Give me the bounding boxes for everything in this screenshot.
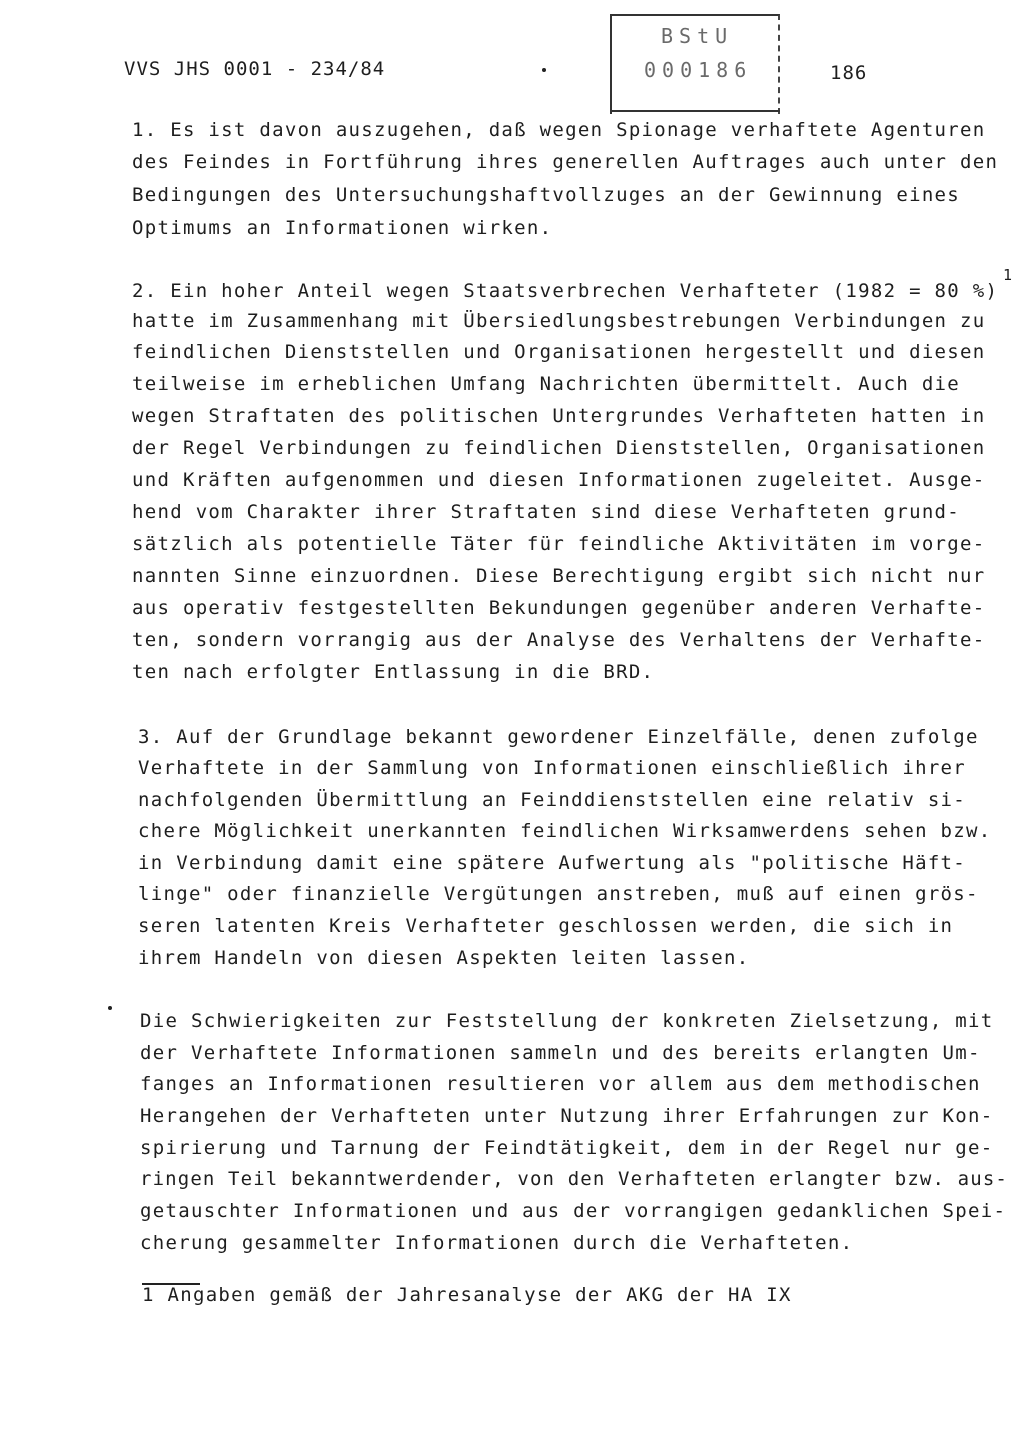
stamp-agency: BStU <box>661 24 734 48</box>
text-line: nannten Sinne einzuordnen. Diese Berechtigung ergibt sich nicht nur <box>132 565 986 587</box>
text-line: aus operativ festgestellten Bekundungen gegenüber anderen Verhafte- <box>132 597 986 619</box>
text-line: seren latenten Kreis Verhafteter geschlossen werden, die sich in <box>138 915 954 937</box>
scan-speck <box>108 1006 112 1010</box>
text-line: ihrem Handeln von diesen Aspekten leiten lassen. <box>138 947 750 969</box>
footnote-marker: 1 <box>1003 266 1014 284</box>
text-line: getauschter Informationen und aus der vorrangigen gedanklichen Spei- <box>140 1200 1007 1222</box>
text-line: ten, sondern vorrangig aus der Analyse des Verhaltens der Verhafte- <box>132 629 986 651</box>
stamp-page-number: 000186 <box>644 58 753 82</box>
text-line: 3. Auf der Grundlage bekannt gewordener Einzelfälle, denen zufolge <box>138 726 979 748</box>
text-line: Verhaftete in der Sammlung von Informationen einschließlich ihrer <box>138 757 967 779</box>
text-line: nachfolgenden Übermittlung an Feinddienststellen eine relativ si- <box>138 789 967 811</box>
text-line: der Verhaftete Informationen sammeln und des bereits erlangten Um- <box>140 1042 981 1064</box>
text-line: cherung gesammelter Informationen durch die Verhafteten. <box>140 1232 854 1254</box>
text-line: wegen Straftaten des politischen Untergrundes Verhafteten hatten in <box>132 405 986 427</box>
text-line: 2. Ein hoher Anteil wegen Staatsverbrechen Verhafteter (1982 = 80 %) <box>132 280 999 302</box>
text-line: chere Möglichkeit unerkannten feindlichen Wirksamwerdens sehen bzw. <box>138 820 992 842</box>
text-line: Optimums an Informationen wirken. <box>132 217 553 239</box>
text-line: hatte im Zusammenhang mit Übersiedlungsbestrebungen Verbindungen zu <box>132 310 986 332</box>
text-line: hend vom Charakter ihrer Straftaten sind diese Verhafteten grund- <box>132 501 961 523</box>
text-line: Die Schwierigkeiten zur Feststellung der konkreten Zielsetzung, mit <box>140 1010 994 1032</box>
text-line: in Verbindung damit eine spätere Aufwertung als "politische Häft- <box>138 852 967 874</box>
text-line: Bedingungen des Untersuchungshaftvollzuges an der Gewinnung eines <box>132 184 961 206</box>
text-line: der Regel Verbindungen zu feindlichen Dienststellen, Organisationen <box>132 437 986 459</box>
text-line: ten nach erfolgter Entlassung in die BRD. <box>132 661 655 683</box>
scan-speck <box>542 68 546 72</box>
text-line: fanges an Informationen resultieren vor allem aus dem methodischen <box>140 1073 981 1095</box>
text-line: spirierung und Tarnung der Feindtätigkeit, dem in der Regel nur ge- <box>140 1137 994 1159</box>
page-number: 186 <box>830 62 868 84</box>
text-line: Herangehen der Verhafteten unter Nutzung ihrer Erfahrungen zur Kon- <box>140 1105 994 1127</box>
footnote: 1 Angaben gemäß der Jahresanalyse der AKG der HA IX <box>142 1284 792 1306</box>
text-line: feindlichen Dienststellen und Organisationen hergestellt und diesen <box>132 341 986 363</box>
text-line: ringen Teil bekanntwerdender, von den Verhafteten erlangter bzw. aus- <box>140 1168 1008 1190</box>
archive-stamp-bottom-border <box>610 110 780 112</box>
text-line: des Feindes in Fortführung ihres generellen Auftrages auch unter den <box>132 151 999 173</box>
document-reference: VVS JHS 0001 - 234/84 <box>124 58 386 80</box>
text-line: und Kräften aufgenommen und diesen Informationen zugeleitet. Ausge- <box>132 469 986 491</box>
text-line: teilweise im erheblichen Umfang Nachrichten übermittelt. Auch die <box>132 373 961 395</box>
text-line: sätzlich als potentielle Täter für feindliche Aktivitäten im vorge- <box>132 533 986 555</box>
text-line: linge" oder finanzielle Vergütungen anstreben, muß auf einen grös- <box>138 883 979 905</box>
text-line: 1. Es ist davon auszugehen, daß wegen Spionage verhaftete Agenturen <box>132 119 986 141</box>
